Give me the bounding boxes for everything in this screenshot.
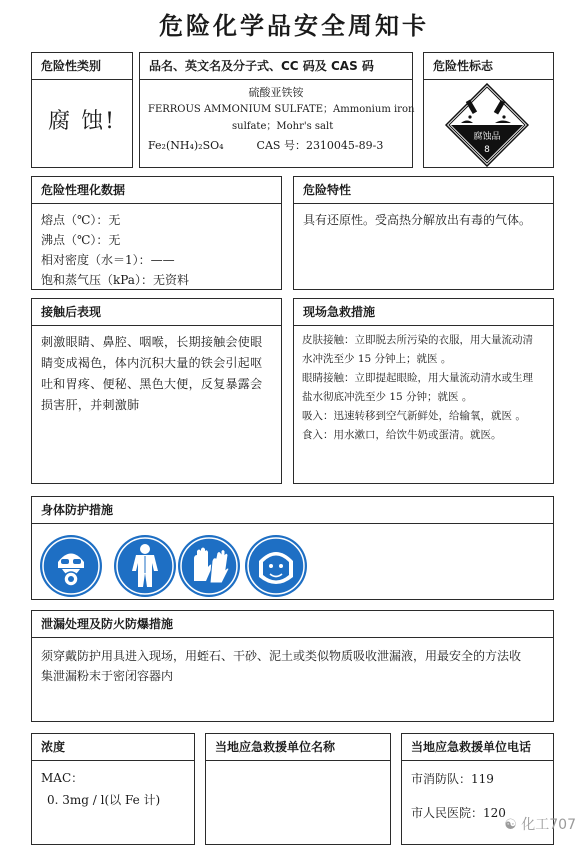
spill-line: 须穿戴防护用具进入现场，用蛭石、干砂、泥土或类似物质吸收泄漏液，用最安全的方法收 — [41, 649, 522, 663]
identity-box — [139, 52, 413, 168]
symptoms-line: 刺激眼睛、鼻腔、咽喉，长期接触会使眼 — [41, 335, 263, 349]
mac-label: MAC： — [41, 771, 84, 785]
hazard-class-value: 腐 蚀! — [48, 109, 116, 134]
corrosive-diamond-icon — [445, 83, 529, 167]
page-title: 危险化学品安全周知卡 — [159, 12, 429, 40]
protective-suit-icon — [114, 535, 176, 597]
gloves-icon — [178, 535, 240, 597]
hazard-class-box — [31, 52, 133, 168]
watermark-text: 化工707 — [521, 817, 576, 833]
first-aid-box — [293, 298, 554, 484]
hazard-sign-header: 危险性标志 — [424, 53, 553, 80]
concentration-box — [31, 733, 195, 845]
spill-header: 泄漏处理及防火防爆措施 — [32, 611, 553, 638]
first-aid-line: 皮肤接触：立即脱去所污染的衣服，用大量流动清 — [302, 334, 533, 346]
symptoms-box — [31, 298, 282, 484]
symptoms-header: 接触后表现 — [32, 299, 281, 326]
physchem-line: 熔点（℃）：无 — [41, 213, 121, 227]
first-aid-line: 吸入：迅速转移到空气新鲜处，给输氧，就医 。 — [302, 410, 526, 422]
local-unit-header: 当地应急救援单位名称 — [206, 734, 390, 761]
hazard-properties-box — [293, 176, 554, 290]
local-unit-box — [205, 733, 391, 845]
symptoms-line: 吐和胃疼、便秘、黑色大便，反复暴露会 — [41, 377, 263, 391]
fire-brigade-phone: 市消防队：119 — [411, 772, 494, 786]
first-aid-line: 眼睛接触：立即提起眼睑，用大量流动清水或生理 — [302, 372, 533, 384]
concentration-header: 浓度 — [32, 734, 194, 761]
physchem-line: 沸点（℃）：无 — [41, 233, 121, 247]
first-aid-line: 食入：用水漱口，给饮牛奶或蛋清。就医。 — [302, 429, 502, 441]
symptoms-line: 损害肝，并刺激肺 — [41, 398, 140, 412]
physchem-header: 危险性理化数据 — [32, 177, 281, 204]
chemical-name-en-2: sulfate；Mohr's salt — [232, 121, 334, 132]
hazard-sign-label: 腐蚀品 — [473, 132, 501, 142]
first-aid-line: 盐水彻底冲洗至少 15 分钟；就医 。 — [302, 391, 473, 403]
first-aid-line: 水冲洗至少 15 分钟上；就医 。 — [302, 353, 452, 365]
physchem-box — [31, 176, 282, 290]
spill-box — [31, 610, 554, 722]
ppe-header: 身体防护措施 — [32, 497, 553, 524]
cas-number: CAS 号：2310045-89-3 — [256, 139, 384, 152]
spill-line: 集泄漏粉末于密闭容器内 — [41, 669, 174, 683]
hazard-sign-box — [423, 52, 554, 168]
ppe-box — [31, 496, 554, 600]
molecular-formula: Fe₂(NH₄)₂SO₄ — [148, 139, 224, 152]
hospital-phone: 市人民医院：120 — [411, 806, 506, 820]
wechat-icon: ☯ — [504, 817, 517, 833]
local-phone-header: 当地应急救援单位电话 — [402, 734, 553, 761]
hazard-properties-text: 具有还原性。受高热分解放出有毒的气体。 — [303, 213, 532, 227]
hazard-class-header: 危险性类别 — [32, 53, 132, 80]
watermark — [504, 814, 576, 834]
physchem-line: 饱和蒸气压（kPa）：无资料 — [41, 273, 189, 287]
first-aid-header: 现场急救措施 — [294, 299, 553, 326]
physchem-line: 相对密度（水＝1）：—— — [41, 253, 175, 267]
chemical-name-en-1: FERROUS AMMONIUM SULFATE；Ammonium iron — [148, 104, 415, 115]
hazard-properties-header: 危险特性 — [294, 177, 553, 204]
face-shield-icon — [245, 535, 307, 597]
identity-header: 品名、英文名及分子式、CC 码及 CAS 码 — [140, 53, 412, 80]
mac-value: 0. 3mg / l(以 Fe 计) — [47, 793, 161, 807]
chemical-name-cn: 硫酸亚铁铵 — [248, 86, 304, 99]
symptoms-line: 睛变成褐色，体内沉积大量的铁会引起呕 — [41, 356, 263, 370]
hazard-class-number: 8 — [484, 145, 490, 155]
respirator-icon — [40, 535, 102, 597]
